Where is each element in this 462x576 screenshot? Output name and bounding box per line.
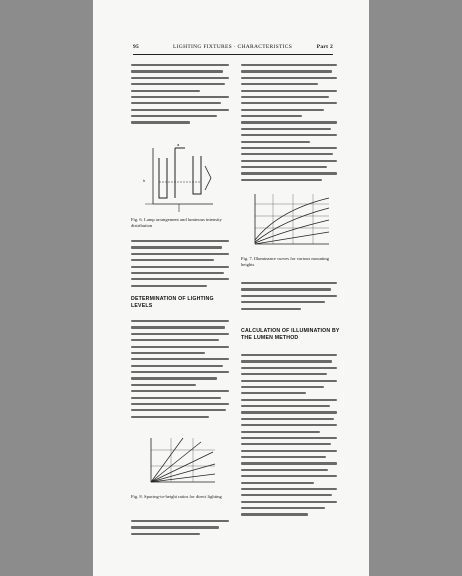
section-heading-1: DETERMINATION OF LIGHTING LEVELS	[131, 296, 214, 309]
document-page	[93, 0, 369, 576]
header-rule	[133, 54, 333, 55]
paragraph-left-2	[131, 240, 229, 291]
figure-2-chart	[249, 190, 335, 252]
figure-2-caption: Fig. 7. Illuminance curves for various mounting heights	[241, 256, 330, 267]
paragraph-left-1	[131, 64, 229, 128]
page-number: 95	[133, 44, 140, 50]
svg-text:a: a	[177, 142, 180, 147]
paragraph-left-4	[131, 520, 229, 539]
figure-3-caption: Fig. 8. Spacing-to-height ratios for direct lighting	[131, 494, 222, 499]
chapter-label: Part 2	[316, 44, 333, 50]
figure-1-caption: Fig. 6. Lamp arrangement and luminous intensity distribution	[131, 217, 222, 228]
figure-3-chart	[143, 434, 219, 490]
svg-text:h: h	[143, 178, 146, 183]
paragraph-right-2	[241, 282, 337, 314]
paragraph-right-1	[241, 64, 337, 185]
paragraph-right-3	[241, 354, 337, 520]
running-title: LIGHTING FIXTURES · CHARACTERISTICS	[173, 44, 293, 50]
running-head	[133, 44, 333, 54]
section-heading-2: CALCULATION OF ILLUMINATION BY THE LUMEN METHOD	[241, 328, 340, 341]
paragraph-left-3	[131, 320, 229, 422]
figure-1-diagram	[139, 138, 223, 216]
